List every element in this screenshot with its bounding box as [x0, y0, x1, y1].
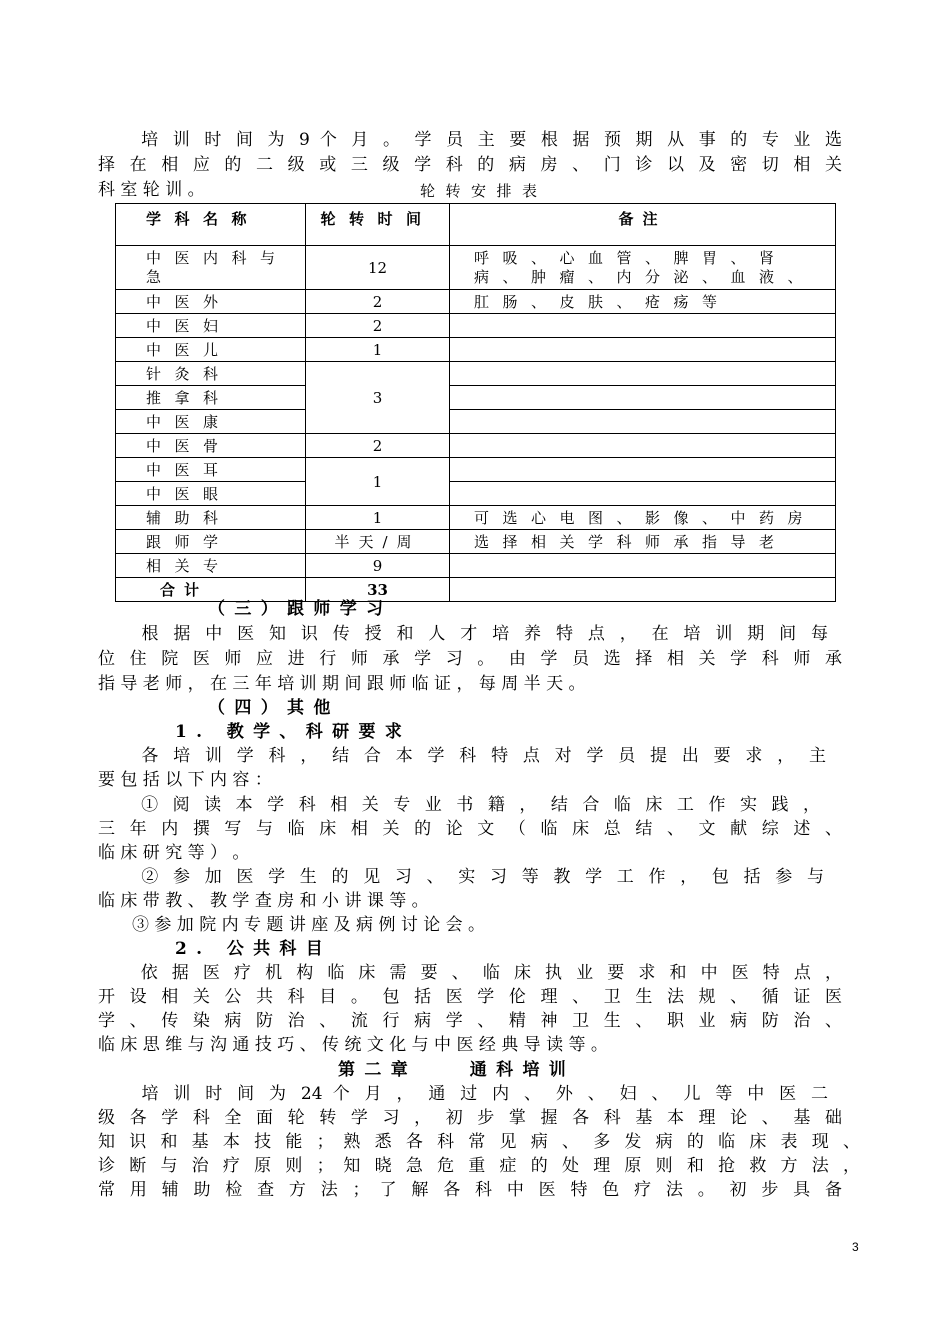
page-number: 3 [852, 1240, 859, 1254]
sub1-line-8: ③ 参 加 院 内 专 题 讲 座 及 病 例 讨 论 会 。 [98, 915, 486, 935]
chapter-title: 第二章 通科培训 [338, 1060, 576, 1080]
cell-subject: 中医眼 [116, 482, 306, 506]
rotation-table [115, 203, 836, 602]
section3-line-3: 指 导 老 师 ， 在 三 年 培 训 期 间 跟 师 临 证 ， 每 周 半 天 。 [98, 674, 586, 694]
table-row [116, 362, 836, 386]
table-row [116, 314, 836, 338]
chapter-line-2: 级 各 学 科 全 面 轮 转 学 习 ， 初 步 掌 握 各 科 基 本 理 论 、 基 础 [98, 1108, 842, 1128]
chapter-line-5: 常 用 辅 助 检 查 方 法 ； 了 解 各 科 中 医 特 色 疗 法 。 初 步 具 备 [98, 1180, 842, 1200]
cell-note [450, 554, 836, 578]
intro-line-2: 择 在 相 应 的 二 级 或 三 级 学 科 的 病 房 、 门 诊 以 及 密 切 相 关 [98, 155, 842, 175]
sub2-line-2: 开 设 相 关 公 共 科 目 。 包 括 医 学 伦 理 、 卫 生 法 规 、 循 证 医 [98, 987, 842, 1007]
cell-note: 可选心电图、影像、中药房 [450, 506, 836, 530]
cell-note [450, 482, 836, 506]
cell-note [450, 434, 836, 458]
table-row [116, 410, 836, 434]
cell-time: 3 [306, 362, 450, 434]
cell-subject: 相关专 [116, 554, 306, 578]
sub1-line-7: 临 床 带 教 、 教 学 查 房 和 小 讲 课 等 。 [98, 891, 429, 911]
chapter-line-1: 培 训 时 间 为 24 个 月 ， 通 过 内 、 外 、 妇 、 儿 等 中 医 二 [98, 1084, 828, 1104]
sub1-line-5: 临 床 研 究 等 ） 。 [98, 843, 250, 863]
table-row [116, 482, 836, 506]
header-time: 轮转时间 [306, 204, 450, 246]
cell-note [450, 362, 836, 386]
intro-line-1: 培 训 时 间 为 9 个 月 。 学 员 主 要 根 据 预 期 从 事 的 专 业 选 [98, 130, 842, 150]
cell-note [450, 578, 836, 602]
section3-line-1: 根 据 中 医 知 识 传 授 和 人 才 培 养 特 点 ， 在 培 训 期 间 每 [98, 624, 828, 644]
sub1-line-3: ① 阅 读 本 学 科 相 关 专 业 书 籍 ， 结 合 临 床 工 作 实 践 ， [98, 795, 820, 815]
cell-note: 肛肠、皮肤、疮疡等 [450, 290, 836, 314]
cell-time: 1 [306, 458, 450, 506]
cell-note [450, 314, 836, 338]
table-caption: 轮转安排表 [420, 182, 548, 200]
table-header-row [116, 204, 836, 246]
cell-time: 1 [306, 338, 450, 362]
table-row [116, 530, 836, 554]
table-row [116, 290, 836, 314]
cell-note [450, 386, 836, 410]
sub1-line-1: 各 培 训 学 科 ， 结 合 本 学 科 特 点 对 学 员 提 出 要 求 ， 主 [98, 746, 826, 766]
section3-title: （三）跟师学习 [208, 599, 393, 619]
table-row [116, 338, 836, 362]
sub2-line-1: 依 据 医 疗 机 构 临 床 需 要 、 临 床 执 业 要 求 和 中 医 特 点 ， [98, 963, 842, 983]
cell-note: 选择相关学科师承指导老 [450, 530, 836, 554]
cell-note [450, 458, 836, 482]
cell-subject: 中医内科与急 [116, 246, 306, 290]
cell-time: 1 [306, 506, 450, 530]
cell-time: 半天/周 [306, 530, 450, 554]
cell-time: 12 [306, 246, 450, 290]
sub2-line-4: 临 床 思 维 与 沟 通 技 巧 、 传 统 文 化 与 中 医 经 典 导 读 等 。 [98, 1035, 608, 1055]
table-row [116, 506, 836, 530]
cell-subject: 中医外 [116, 290, 306, 314]
cell-subject: 中医妇 [116, 314, 306, 338]
section4-title: （四）其他 [208, 698, 340, 718]
cell-total-time: 33 [306, 578, 450, 602]
subsection2-title: 2. 公共科目 [175, 939, 333, 959]
chapter-line-4: 诊 断 与 治 疗 原 则 ； 知 晓 急 危 重 症 的 处 理 原 则 和 抢 救 方 法 ， [98, 1156, 860, 1176]
table-row [116, 434, 836, 458]
cell-note: 呼吸、心血管、脾胃、肾病、肿瘤、内分泌、血液、 [450, 246, 836, 290]
intro-line-3: 科 室 轮 训 。 [98, 180, 205, 200]
subsection1-title: 1. 教学、科研要求 [175, 722, 412, 742]
cell-subject: 中医儿 [116, 338, 306, 362]
table-row [116, 246, 836, 290]
cell-subject: 推拿科 [116, 386, 306, 410]
cell-time: 9 [306, 554, 450, 578]
cell-time: 2 [306, 434, 450, 458]
cell-total-label: 合计 [116, 578, 306, 602]
cell-subject: 中医康 [116, 410, 306, 434]
cell-subject: 中医耳 [116, 458, 306, 482]
cell-subject: 中医骨 [116, 434, 306, 458]
sub1-line-4: 三 年 内 撰 写 与 临 床 相 关 的 论 文 （ 临 床 总 结 、 文 献 综 述 、 [98, 819, 842, 839]
cell-subject: 针灸科 [116, 362, 306, 386]
sub1-line-6: ② 参 加 医 学 生 的 见 习 、 实 习 等 教 学 工 作 ， 包 括 参 与 [98, 867, 824, 887]
sub2-line-3: 学 、 传 染 病 防 治 、 流 行 病 学 、 精 神 卫 生 、 职 业 病 防 治 、 [98, 1011, 842, 1031]
sub1-line-2: 要 包 括 以 下 内 容 ： [98, 770, 272, 790]
header-subject: 学科名称 [116, 204, 306, 246]
cell-note [450, 410, 836, 434]
cell-note [450, 338, 836, 362]
table-row [116, 458, 836, 482]
section3-line-2: 位 住 院 医 师 应 进 行 师 承 学 习 。 由 学 员 选 择 相 关 学 科 师 承 [98, 649, 842, 669]
table-row [116, 554, 836, 578]
cell-time: 2 [306, 314, 450, 338]
cell-time: 2 [306, 290, 450, 314]
cell-subject: 辅助科 [116, 506, 306, 530]
cell-subject: 跟师学 [116, 530, 306, 554]
header-note: 备注 [450, 204, 836, 246]
chapter-line-3: 知 识 和 基 本 技 能 ； 熟 悉 各 科 常 见 病 、 多 发 病 的 临 床 表 现 、 [98, 1132, 860, 1152]
table-row [116, 386, 836, 410]
